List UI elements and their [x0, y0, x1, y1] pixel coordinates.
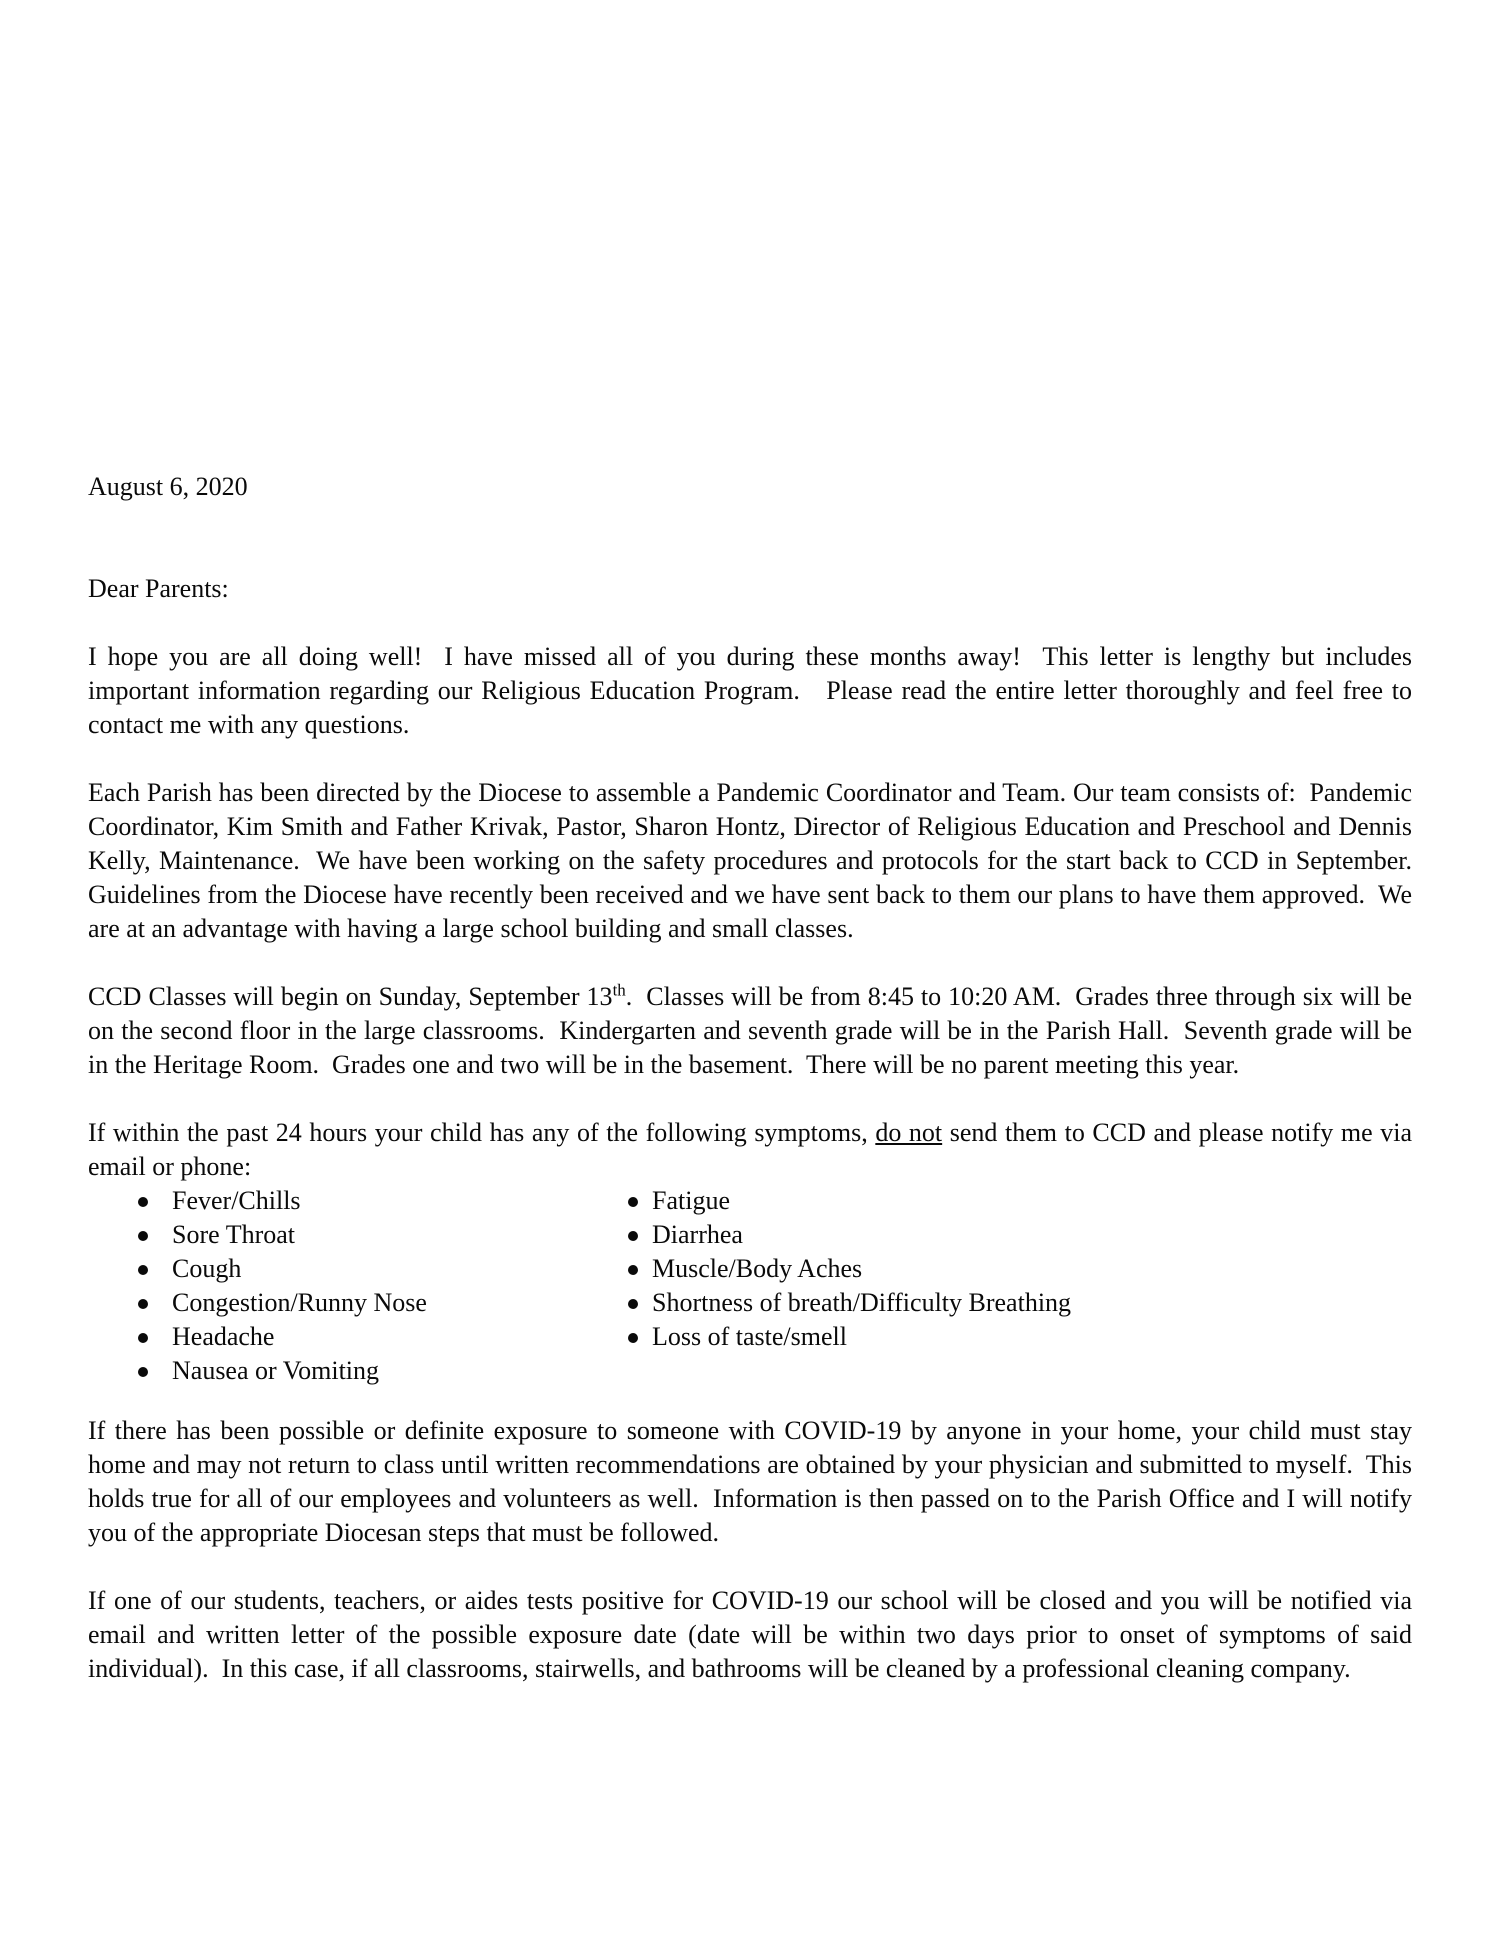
- paragraph-pandemic-team: Each Parish has been directed by the Diocese to assemble a Pandemic Coordinator and Team. Our team consists of: Pandemic Coordinator, Kim Smith and Father Krivak, Pastor, Sharon Hontz, Director of Religious Education and Preschool and Dennis Kelly, Maintenance. We have been working on the safety procedures and protocols for the start back to CCD in September. Guidelines from the Diocese have recently been received and we have sent back to them our plans to have them approved. We are at an advantage with having a large school building and small classes.: [88, 778, 1432, 943]
- paragraph-ccd-classes: [88, 980, 1419, 1082]
- list-item: [138, 1354, 628, 1388]
- bullet-icon: [138, 1299, 148, 1309]
- list-item: [138, 1218, 628, 1252]
- bullet-icon: [138, 1197, 148, 1207]
- bullet-icon: [138, 1231, 148, 1241]
- symptom-label: Congestion/Runny Nose: [172, 1288, 427, 1317]
- bullet-icon: [628, 1197, 638, 1207]
- list-item: [628, 1184, 1412, 1218]
- symptom-list: [88, 1184, 1412, 1388]
- list-item: [138, 1320, 628, 1354]
- symptom-list-right-column: [628, 1184, 1412, 1388]
- bullet-icon: [628, 1299, 638, 1309]
- bullet-icon: [628, 1231, 638, 1241]
- paragraph-symptoms-intro: [88, 1116, 1419, 1184]
- classes-text-before-superscript: CCD Classes will begin on Sunday, September 13: [88, 982, 613, 1011]
- date-line: August 6, 2020: [88, 472, 248, 501]
- list-item: [628, 1320, 1412, 1354]
- symptom-list-left-column: [138, 1184, 628, 1388]
- symptom-label: Cough: [172, 1254, 242, 1283]
- list-item: [138, 1286, 628, 1320]
- list-item: [628, 1286, 1412, 1320]
- do-not-underlined-text: do not: [875, 1118, 943, 1147]
- symptoms-text-after-underline: send them to CCD and please notify me via email or phone:: [88, 1118, 1419, 1181]
- list-item: [138, 1252, 628, 1286]
- symptom-label: Loss of taste/smell: [652, 1322, 847, 1351]
- bullet-icon: [628, 1333, 638, 1343]
- list-item: [628, 1218, 1412, 1252]
- paragraph-intro: I hope you are all doing well! I have missed all of you during these months away! This letter is lengthy but includes important information regarding our Religious Education Program. Please read the entire letter thoroughly and feel free to contact me with any questions.: [88, 642, 1419, 739]
- paragraph-positive-case: If one of our students, teachers, or aides tests positive for COVID-19 our school will be closed and you will be notified via email and written letter of the possible exposure date (date will be within two days prior to onset of symptoms of said individual). In this case, if all classrooms, stairwells, and bathrooms will be cleaned by a professional cleaning company.: [88, 1586, 1419, 1683]
- classes-text-after-superscript: . Classes will be from 8:45 to 10:20 AM. Grades three through six will be on the second floor in the large classrooms. Kindergarten and seventh grade will be in the Parish Hall. Seventh grade will be in the Heritage Room. Grades one and two will be in the basement. There will be no parent meeting this year.: [88, 982, 1419, 1079]
- bullet-icon: [138, 1367, 148, 1377]
- symptom-label: Diarrhea: [652, 1220, 743, 1249]
- list-item: [138, 1184, 628, 1218]
- symptoms-text-before-underline: If within the past 24 hours your child has any of the following symptoms,: [88, 1118, 876, 1147]
- bullet-icon: [628, 1265, 638, 1275]
- symptom-label: Fatigue: [652, 1186, 730, 1215]
- symptom-label: Muscle/Body Aches: [652, 1254, 863, 1283]
- symptom-label: Nausea or Vomiting: [172, 1356, 380, 1385]
- symptom-label: Headache: [172, 1322, 275, 1351]
- list-item: [628, 1252, 1412, 1286]
- symptom-label: Shortness of breath/Difficulty Breathing: [652, 1288, 1072, 1317]
- bullet-icon: [138, 1265, 148, 1275]
- symptom-label: Sore Throat: [172, 1220, 295, 1249]
- ordinal-superscript: th: [612, 980, 626, 1000]
- bullet-icon: [138, 1333, 148, 1343]
- symptom-label: Fever/Chills: [172, 1186, 301, 1215]
- paragraph-exposure: If there has been possible or definite exposure to someone with COVID-19 by anyone in your home, your child must stay home and may not return to class until written recommendations are obtained by your physician and submitted to myself. This holds true for all of our employees and volunteers as well. Information is then passed on to the Parish Office and I will notify you of the appropriate Diocesan steps that must be followed.: [88, 1416, 1419, 1547]
- salutation: Dear Parents:: [88, 574, 229, 603]
